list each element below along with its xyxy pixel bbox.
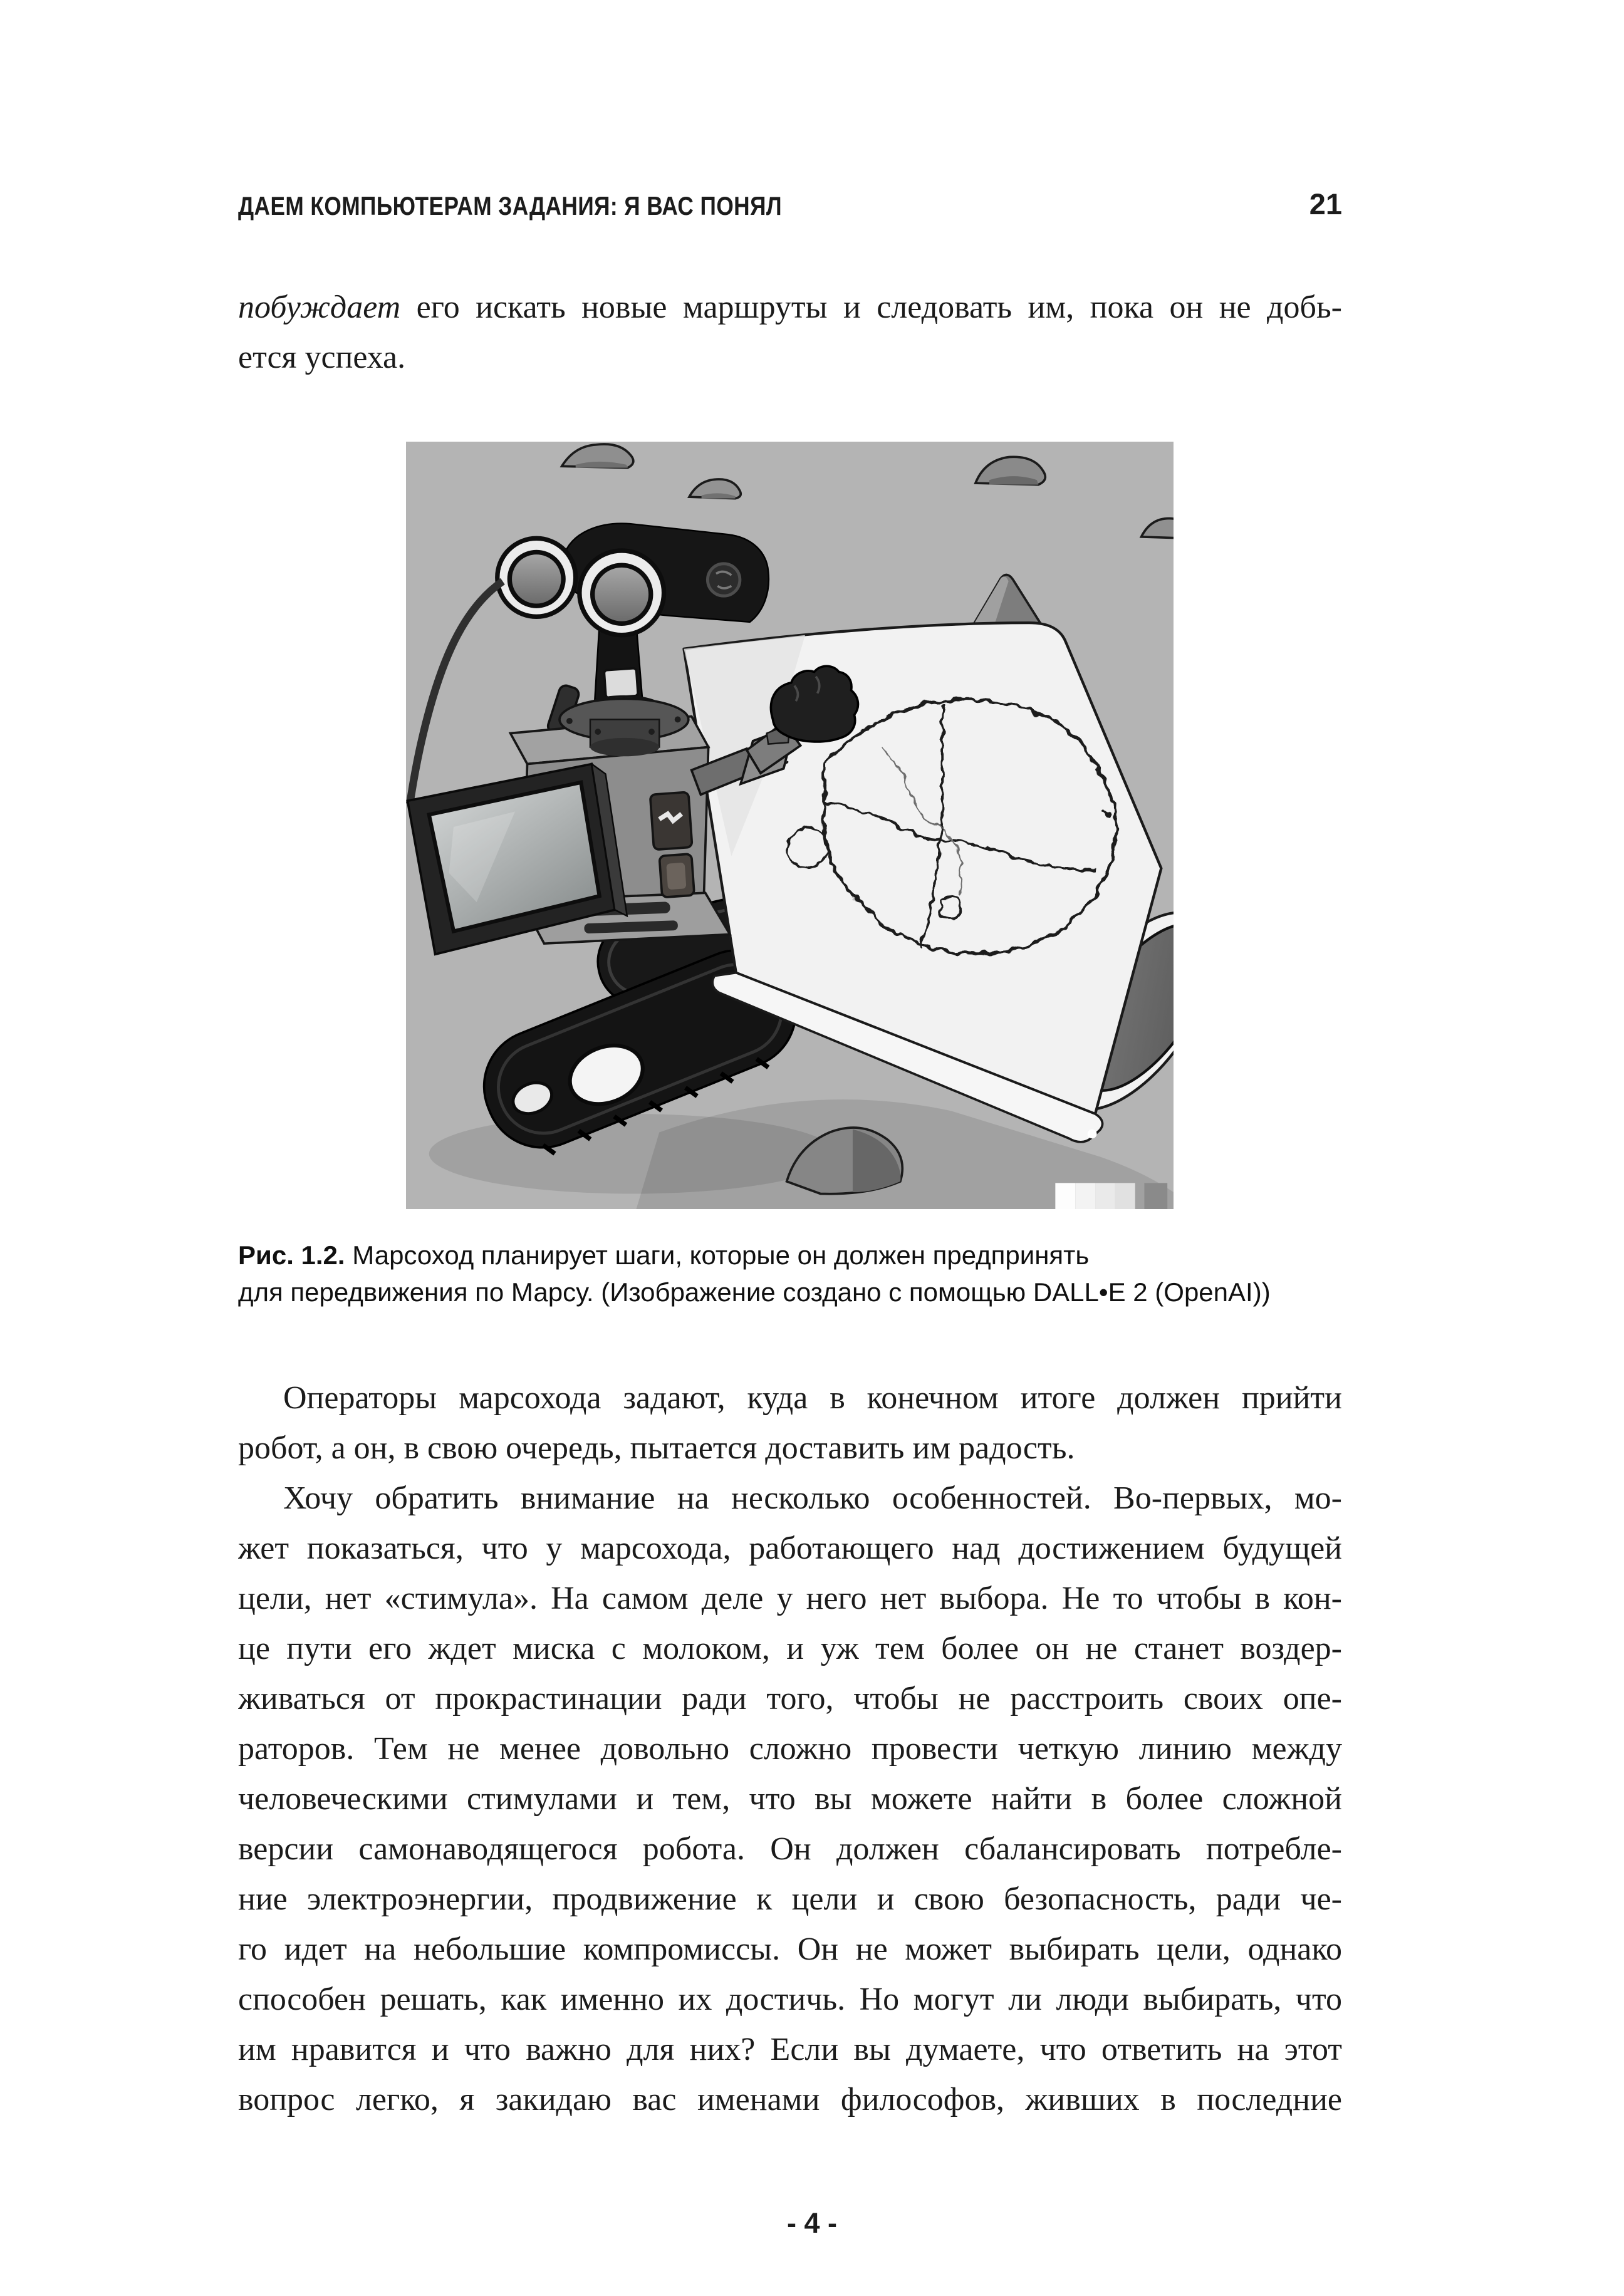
figure-illustration — [406, 442, 1174, 1209]
figure-caption — [238, 1237, 1342, 1311]
body-line: способен решать, как именно их достичь. Но могут ли люди выбирать, что — [238, 1982, 1342, 2017]
running-head: ДАЕМ КОМПЬЮТЕРАМ ЗАДАНИЯ: Я ВАС ПОНЯЛ — [238, 191, 783, 221]
body-line: жет показаться, что у марсохода, работающего над достижением будущей — [238, 1530, 1342, 1566]
body-line: Хочу обратить внимание на несколько особенностей. Во-первых, мо- — [283, 1480, 1342, 1516]
caption-line-1 — [238, 1237, 1342, 1274]
caption-line-1-rest: Марсоход планирует шаги, которые он должен предпринять — [345, 1240, 1090, 1270]
body-line: робот, а он, в свою очередь, пытается доставить им радость. — [238, 1430, 1075, 1466]
head-port — [707, 564, 739, 596]
intro-line-1 — [238, 283, 1342, 333]
roll-tip-highlight — [1088, 1130, 1097, 1139]
body-text — [238, 1373, 1342, 2125]
dalle-watermark — [1055, 1183, 1167, 1209]
footer-page-marker: - 4 - — [786, 2207, 837, 2239]
body-line: Операторы марсохода задают, куда в конечном итоге должен прийти — [283, 1380, 1342, 1416]
body-line: раторов. Тем не менее довольно сложно провести четкую линию между — [238, 1731, 1342, 1767]
body-panel-upper — [650, 792, 692, 849]
intro-line-1-rest: его искать новые маршруты и следовать им, пока он не добь- — [400, 289, 1342, 325]
collar-bottom — [590, 738, 659, 756]
caption-line-2: для передвижения по Марсу. (Изображение создано с помощью DALL•E 2 (OpenAI)) — [238, 1277, 1271, 1307]
body-line: ние электроэнергии, продвижение к цели и свою безопасность, ради че- — [238, 1881, 1342, 1917]
intro-paragraph — [238, 283, 1342, 383]
track-shadow — [429, 1114, 836, 1193]
body-line: им нравится и что важно для них? Если вы думаете, что ответить на этот — [238, 2032, 1342, 2067]
mars-rover-illustration — [406, 442, 1174, 1209]
intro-line-2: ется успеха. — [238, 340, 406, 375]
body-line: цели, нет «стимула». На самом деле у него нет выбора. Не то чтобы в кон- — [238, 1581, 1342, 1616]
body-line: человеческими стимулами и тем, что вы можете найти в более сложной — [238, 1781, 1342, 1817]
body-line: живаться от прокрастинации ради того, чтобы не расстроить своих опе- — [238, 1681, 1342, 1717]
intro-italic-word: побуждает — [238, 289, 401, 325]
page-number: 21 — [1309, 187, 1342, 221]
body-line: вопрос легко, я закидаю вас именами философов, живших в последние — [238, 2082, 1342, 2117]
neck-patch — [604, 668, 638, 698]
body-panel-lower — [659, 854, 694, 898]
body-line: це пути его ждет миска с молоком, и уж тем более он не станет воздер- — [238, 1631, 1342, 1666]
body-line: версии самонаводящегося робота. Он должен сбалансировать потребле- — [238, 1831, 1342, 1867]
body-line: го идет на небольшие компромиссы. Он не может выбирать цели, однако — [238, 1931, 1342, 1967]
caption-label: Рис. 1.2. — [238, 1240, 345, 1270]
